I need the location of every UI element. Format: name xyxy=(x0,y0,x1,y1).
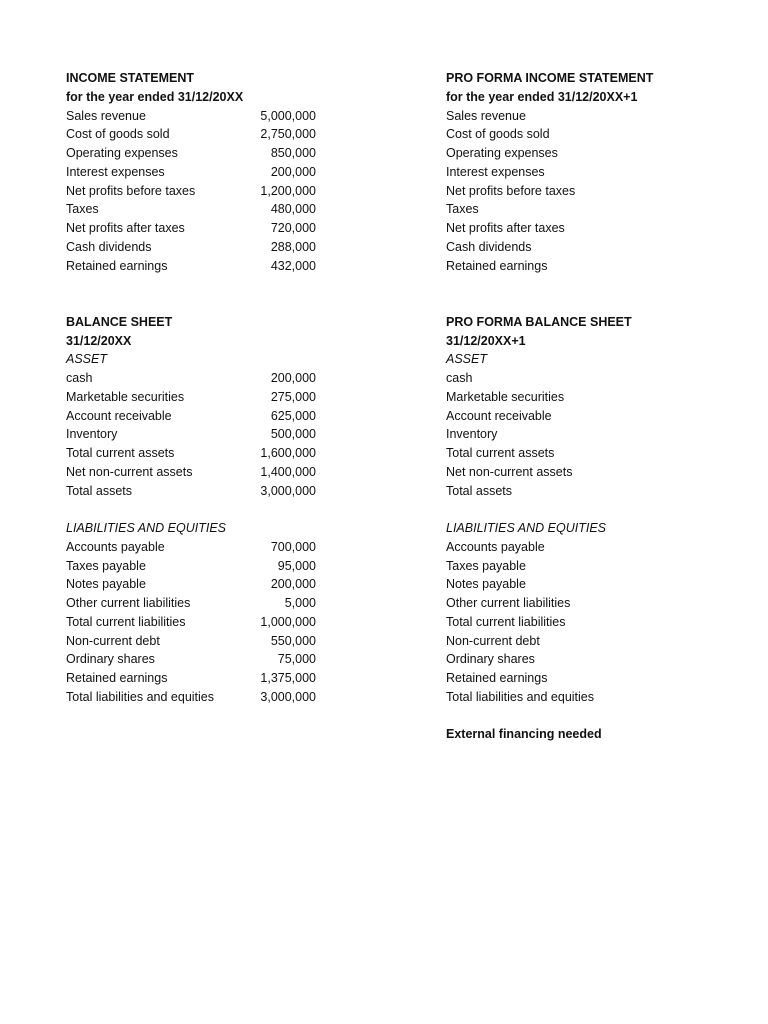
row-value: 5,000 xyxy=(284,596,316,610)
row-label: Retained earnings xyxy=(446,258,548,273)
income-statement-title: INCOME STATEMENT xyxy=(66,71,195,85)
row-value: 1,200,000 xyxy=(260,183,316,198)
row-label: Net non-current assets xyxy=(66,464,193,479)
row-label: Other current liabilities xyxy=(66,596,191,610)
row-label: Cash dividends xyxy=(446,239,532,254)
row-value: 700,000 xyxy=(270,539,316,554)
income-statement-period: for the year ended 31/12/20XX xyxy=(66,89,244,104)
balance-sheet-date: 31/12/20XX xyxy=(66,333,132,348)
pro-forma-income-title: PRO FORMA INCOME STATEMENT xyxy=(446,71,654,85)
row-label: Cost of goods sold xyxy=(66,127,170,142)
row-label: Total assets xyxy=(66,483,133,498)
pro-forma-income-row xyxy=(446,107,706,126)
asset-row xyxy=(66,407,316,426)
pro-forma-liability-row xyxy=(446,688,706,707)
liability-row xyxy=(66,575,316,594)
row-label: Marketable securities xyxy=(66,389,185,404)
pro-forma-asset-row xyxy=(446,463,706,482)
liability-row xyxy=(66,557,316,576)
pro-forma-liability-row xyxy=(446,594,706,613)
row-value: 75,000 xyxy=(277,652,316,667)
income-row xyxy=(66,200,316,219)
pro-forma-balance-title: PRO FORMA BALANCE SHEET xyxy=(446,314,632,329)
row-value: 500,000 xyxy=(270,427,316,442)
pro-forma-liability-row xyxy=(446,613,706,632)
row-label: Retained earnings xyxy=(66,258,168,273)
liability-row xyxy=(66,650,316,669)
row-label: Account receivable xyxy=(66,408,172,423)
pro-forma-balance-date: 31/12/20XX+1 xyxy=(446,333,526,348)
row-value: 1,400,000 xyxy=(260,464,316,479)
row-label: Non-current debt xyxy=(66,633,160,648)
row-label: Total liabilities and equities xyxy=(446,689,595,704)
row-label: Interest expenses xyxy=(446,164,545,179)
row-label: Total current assets xyxy=(446,446,555,460)
asset-row xyxy=(66,369,316,388)
asset-row xyxy=(66,482,316,501)
income-row xyxy=(66,257,316,276)
row-label: Accounts payable xyxy=(446,539,545,554)
pro-forma-asset-row xyxy=(446,407,706,426)
row-value: 1,600,000 xyxy=(260,446,316,460)
row-label: Notes payable xyxy=(446,577,526,592)
row-label: Marketable securities xyxy=(446,389,565,404)
liability-row xyxy=(66,632,316,651)
row-label: cash xyxy=(446,371,473,385)
pro-forma-asset-row xyxy=(446,369,706,388)
row-label: Taxes xyxy=(66,202,99,217)
row-label: Sales revenue xyxy=(66,108,146,123)
pro-forma-asset-row xyxy=(446,482,706,501)
income-row xyxy=(66,238,316,257)
row-value: 720,000 xyxy=(270,221,316,235)
pro-forma-income-row xyxy=(446,125,706,144)
row-label: Taxes payable xyxy=(66,558,146,573)
current-statements xyxy=(66,69,316,707)
row-value: 5,000,000 xyxy=(260,108,316,123)
row-value: 200,000 xyxy=(270,577,316,592)
row-label: Net profits after taxes xyxy=(66,221,185,235)
row-label: Non-current debt xyxy=(446,633,540,648)
row-label: Net non-current assets xyxy=(446,464,573,479)
row-label: Interest expenses xyxy=(66,164,165,179)
row-label: Ordinary shares xyxy=(446,652,535,667)
row-value: 850,000 xyxy=(270,146,316,160)
row-value: 3,000,000 xyxy=(260,689,316,704)
row-label: Ordinary shares xyxy=(66,652,155,667)
row-value: 1,000,000 xyxy=(260,614,316,629)
pro-forma-liability-row xyxy=(446,669,706,688)
pro-forma-asset-row xyxy=(446,444,706,463)
row-value: 550,000 xyxy=(270,633,316,648)
balance-sheet-title: BALANCE SHEET xyxy=(66,314,173,329)
row-value: 625,000 xyxy=(270,408,316,423)
row-label: Total assets xyxy=(446,483,513,498)
liability-row xyxy=(66,594,316,613)
income-row xyxy=(66,163,316,182)
asset-rows xyxy=(66,369,316,500)
pro-forma-asset-row xyxy=(446,425,706,444)
liability-row xyxy=(66,613,316,632)
row-label: Total current liabilities xyxy=(446,614,566,629)
pro-forma-asset-heading: ASSET xyxy=(446,352,487,367)
row-label: Notes payable xyxy=(66,577,146,592)
income-statement-rows xyxy=(66,107,316,276)
liability-row xyxy=(66,688,316,707)
pro-forma-asset-rows xyxy=(446,369,706,500)
row-value: 200,000 xyxy=(270,371,316,385)
row-label: Retained earnings xyxy=(66,671,168,685)
pro-forma-income-row xyxy=(446,163,706,182)
pro-forma-liability-row xyxy=(446,538,706,557)
pro-forma-liability-row xyxy=(446,575,706,594)
pro-forma-statements xyxy=(446,69,706,744)
asset-row xyxy=(66,444,316,463)
pro-forma-income-row xyxy=(446,238,706,257)
liability-row xyxy=(66,669,316,688)
row-value: 1,375,000 xyxy=(260,671,316,685)
row-label: Total current assets xyxy=(66,446,175,460)
row-label: Taxes xyxy=(446,202,479,217)
pro-forma-asset-row xyxy=(446,388,706,407)
row-label: Inventory xyxy=(446,427,498,442)
pro-forma-income-rows xyxy=(446,107,706,276)
income-row xyxy=(66,144,316,163)
row-label: Sales revenue xyxy=(446,108,526,123)
income-row xyxy=(66,125,316,144)
income-row xyxy=(66,107,316,126)
row-value: 2,750,000 xyxy=(260,127,316,142)
row-label: Cost of goods sold xyxy=(446,127,550,142)
row-label: Net profits after taxes xyxy=(446,221,565,235)
row-label: Operating expenses xyxy=(446,146,558,160)
asset-heading: ASSET xyxy=(66,352,107,367)
pro-forma-income-row xyxy=(446,144,706,163)
row-label: Account receivable xyxy=(446,408,552,423)
pro-forma-income-row xyxy=(446,182,706,201)
pro-forma-income-row xyxy=(446,219,706,238)
asset-row xyxy=(66,425,316,444)
row-value: 200,000 xyxy=(270,164,316,179)
row-label: Cash dividends xyxy=(66,239,152,254)
row-value: 275,000 xyxy=(270,389,316,404)
asset-row xyxy=(66,388,316,407)
row-label: Other current liabilities xyxy=(446,596,571,610)
pro-forma-liability-row xyxy=(446,650,706,669)
liability-rows xyxy=(66,538,316,707)
liabilities-heading: LIABILITIES AND EQUITIES xyxy=(66,521,226,535)
pro-forma-income-row xyxy=(446,257,706,276)
liability-row xyxy=(66,538,316,557)
asset-row xyxy=(66,463,316,482)
pro-forma-liability-row xyxy=(446,557,706,576)
pro-forma-liability-rows xyxy=(446,538,706,707)
pro-forma-income-row xyxy=(446,200,706,219)
row-value: 480,000 xyxy=(270,202,316,217)
row-label: Inventory xyxy=(66,427,118,442)
row-label: Net profits before taxes xyxy=(66,183,196,198)
row-label: Operating expenses xyxy=(66,146,178,160)
row-value: 3,000,000 xyxy=(260,483,316,498)
row-label: Total liabilities and equities xyxy=(66,689,215,704)
income-row xyxy=(66,219,316,238)
pro-forma-liability-row xyxy=(446,632,706,651)
income-row xyxy=(66,182,316,201)
row-label: Total current liabilities xyxy=(66,614,186,629)
row-value: 432,000 xyxy=(270,258,316,273)
pro-forma-liabilities-heading: LIABILITIES AND EQUITIES xyxy=(446,521,606,535)
pro-forma-income-period: for the year ended 31/12/20XX+1 xyxy=(446,89,638,104)
row-label: Net profits before taxes xyxy=(446,183,576,198)
row-label: Retained earnings xyxy=(446,671,548,685)
row-label: cash xyxy=(66,371,93,385)
external-financing-needed: External financing needed xyxy=(446,727,602,742)
row-value: 95,000 xyxy=(277,558,316,573)
row-label: Accounts payable xyxy=(66,539,165,554)
row-value: 288,000 xyxy=(270,239,316,254)
row-label: Taxes payable xyxy=(446,558,526,573)
